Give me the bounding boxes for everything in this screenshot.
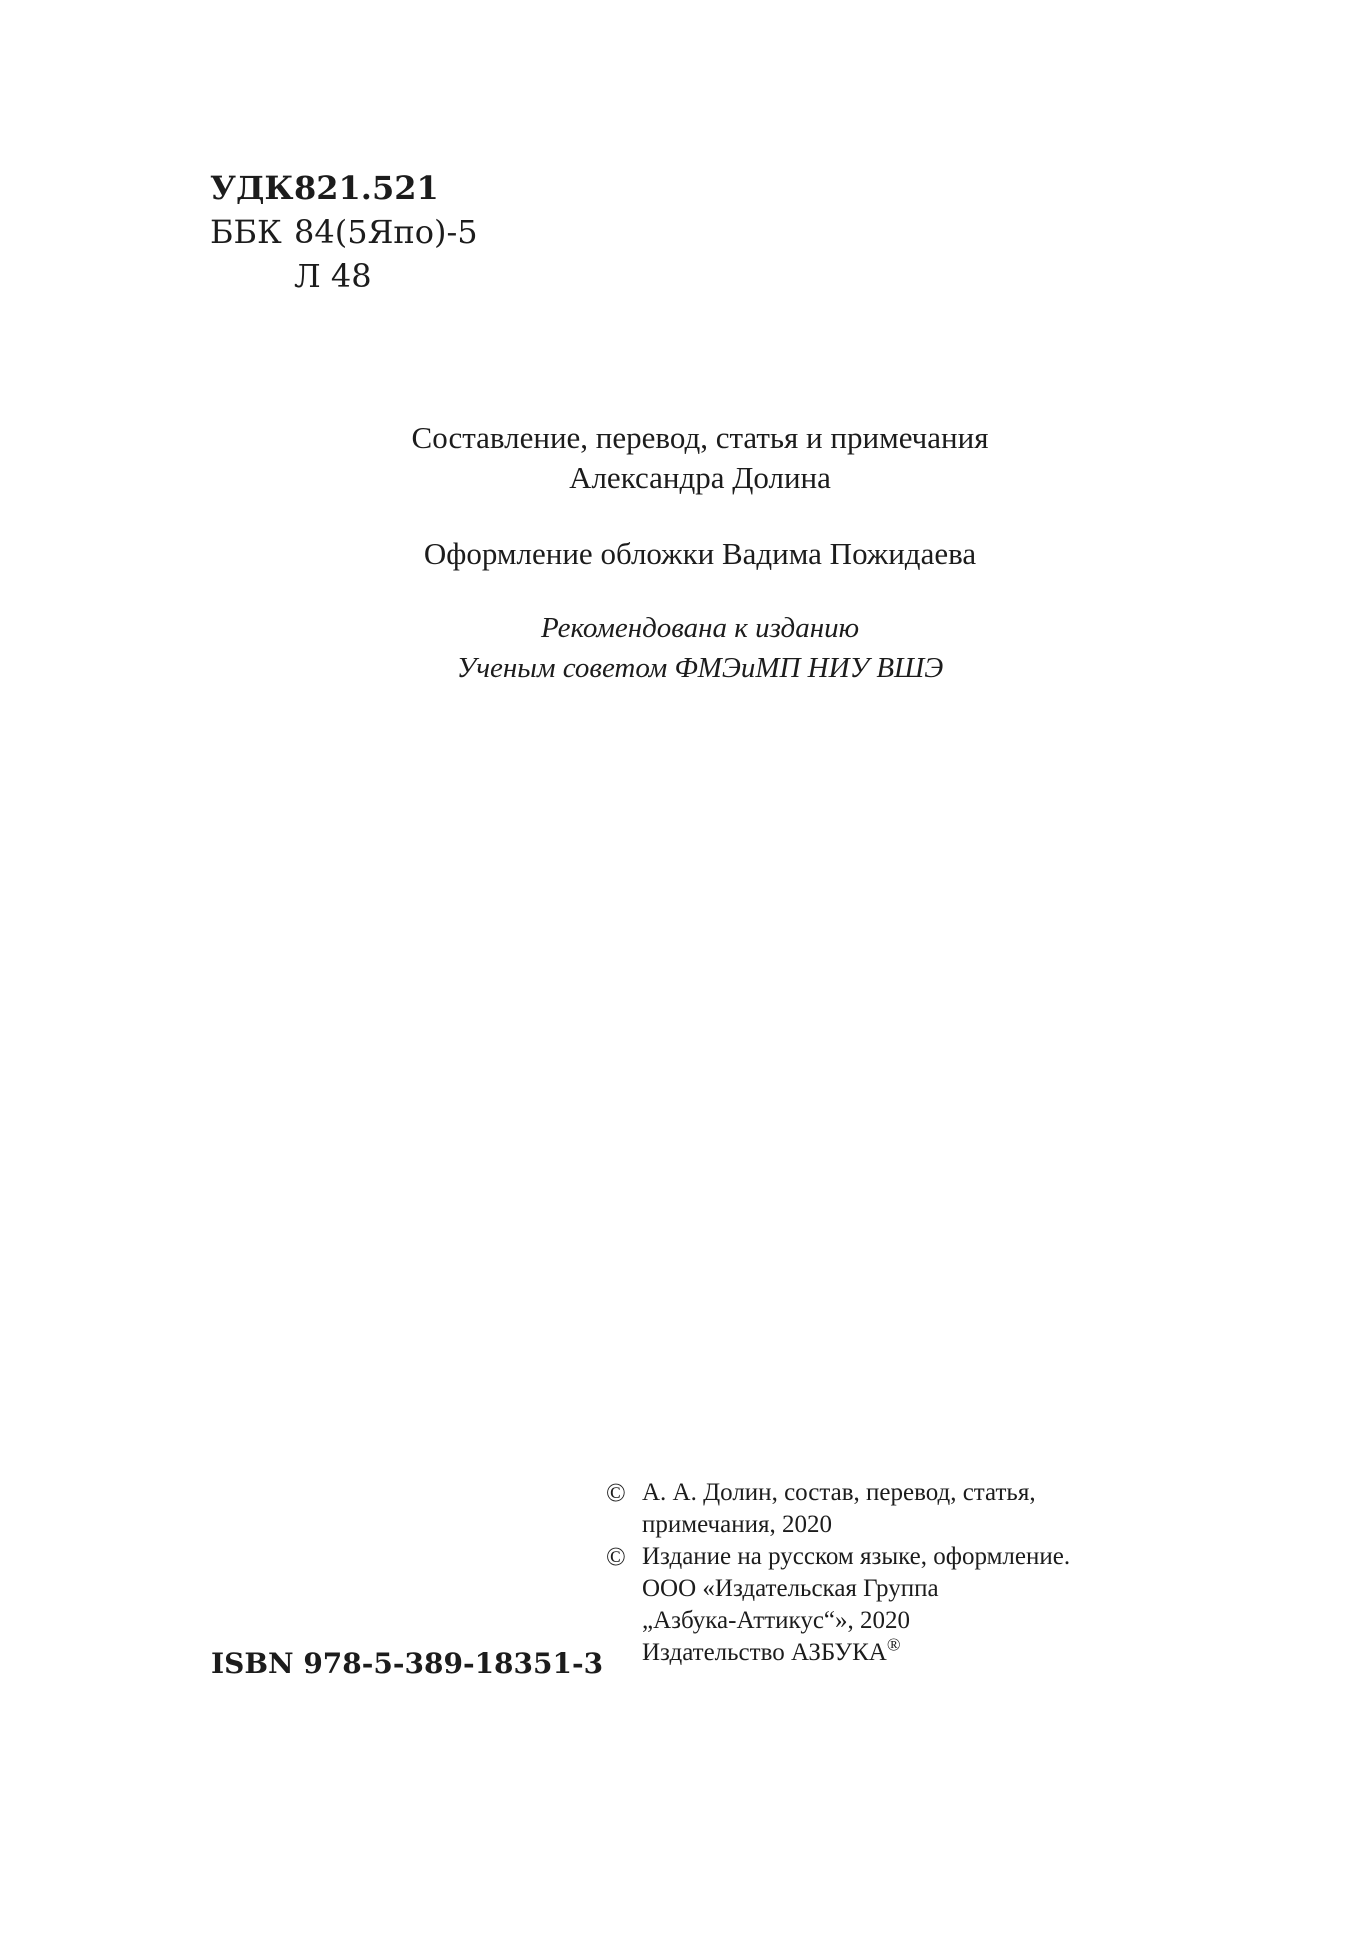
classification-block [210, 166, 478, 298]
bbk-label: ББК [210, 213, 282, 251]
registered-icon: ® [886, 1634, 901, 1655]
compilation-credit [360, 418, 1040, 498]
bbk-row [210, 210, 478, 254]
publisher-name: Издательство АЗБУКА [642, 1639, 887, 1666]
author-mark-row [210, 254, 478, 298]
recommendation-line-2: Ученым советом ФМЭиМП НИУ ВШЭ [456, 652, 944, 684]
copyright-line: Издание на русском языке, оформление. [642, 1543, 1071, 1570]
udk-label: УДК [210, 169, 294, 207]
copyright-line: примечания, 2020 [642, 1511, 832, 1538]
isbn: ISBN 978-5-389-18351-3 [211, 1647, 604, 1680]
udk-row [210, 166, 478, 210]
copyright-item-edition [606, 1541, 1226, 1669]
udk-value: 821.521 [294, 169, 439, 207]
compilation-line-2: Александра Долина [569, 460, 831, 495]
compilation-line-1: Составление, перевод, статья и примечания [411, 420, 989, 455]
copyright-line: ООО «Издательская Группа [642, 1575, 939, 1602]
cover-design-credit [360, 534, 1040, 574]
copyright-line [642, 1634, 1226, 1669]
recommendation-line-1: Рекомендована к изданию [540, 612, 860, 644]
copyright-line: А. А. Долин, состав, перевод, статья, [642, 1479, 1036, 1506]
copyright-line: „Азбука-Аттикус“», 2020 [642, 1607, 911, 1634]
copyright-icon: © [606, 1478, 626, 1507]
copyright-item-translation [606, 1477, 1226, 1541]
recommendation-note [360, 608, 1040, 688]
author-mark: Л 48 [294, 257, 372, 295]
cover-design-line: Оформление обложки Вадима Пожидаева [423, 536, 977, 571]
copyright-block [606, 1477, 1226, 1669]
copyright-icon: © [606, 1542, 626, 1571]
bbk-value: 84(5Япо)-5 [294, 213, 478, 251]
